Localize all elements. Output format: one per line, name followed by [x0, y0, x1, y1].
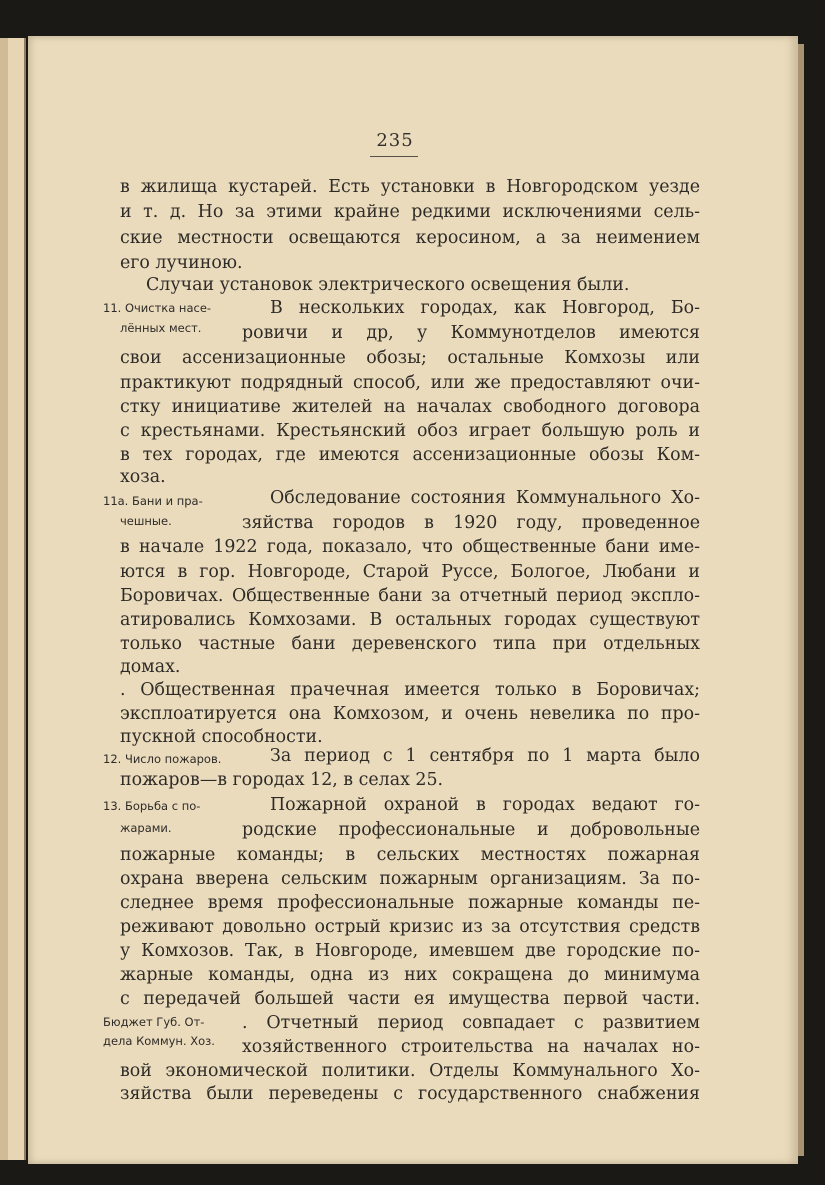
margin-note: 11. Очистка насе-	[103, 301, 212, 315]
page-right-edge	[798, 44, 804, 1156]
text-line: и т. д. Но за этими крайне редкими исключениями сель-	[120, 202, 700, 222]
text-line: следнее время профессиональные пожарные команды пе-	[120, 893, 700, 913]
margin-note: жарами.	[120, 821, 172, 835]
text-line: . Общественная прачечная имеется только в Боровичах;	[120, 680, 700, 700]
text-line: хозяйственного строительства на началах но-	[242, 1037, 700, 1057]
text-line: родские профессиональные и добровольные	[242, 820, 700, 840]
text-line: только частные бани деревенского типа при отдельных	[120, 634, 700, 654]
page-number-rule	[370, 156, 418, 157]
text-line: . Отчетный период совпадает с развитием	[242, 1013, 700, 1033]
text-line: в жилища кустарей. Есть установки в Новгородском уезде	[120, 177, 700, 197]
text-line: вой экономической политики. Отделы Коммунального Хо-	[120, 1061, 700, 1081]
margin-note: 11а. Бани и пра-	[103, 494, 203, 508]
text-line: Обследование состояния Коммунального Хо-	[270, 488, 700, 508]
text-line: свои ассенизационные обозы; остальные Комхозы или	[120, 348, 700, 368]
text-line: реживают довольно острый кризис из за отсутствия средств	[120, 917, 700, 937]
text-line: хоза.	[120, 467, 166, 487]
text-line: его лучиною.	[120, 253, 243, 273]
margin-note: Бюджет Губ. От-	[103, 1015, 205, 1029]
text-line: ские местности освещаются керосином, а за неимением	[120, 228, 700, 248]
text-line: зяйства были переведены с государственного снабжения	[120, 1084, 700, 1104]
text-line: эксплоатируется она Комхозом, и очень невелика по про-	[120, 704, 700, 724]
text-line: охрана вверена сельским пожарным организациям. За по-	[120, 869, 700, 889]
text-line: практикуют подрядный способ, или же предоставляют очи-	[120, 373, 700, 393]
text-line: у Комхозов. Так, в Новгороде, имевшем две городские по-	[120, 941, 700, 961]
text-line: В нескольких городах, как Новгород, Бо-	[270, 298, 700, 318]
text-line: Случаи установок электрического освещения были.	[146, 275, 630, 295]
text-line: в тех городах, где имеются ассенизационные обозы Ком-	[120, 445, 700, 465]
text-line: зяйства городов в 1920 году, проведенное	[242, 513, 700, 533]
text-line: стку инициативе жителей на началах свободного договора	[120, 397, 700, 417]
text-line: домах.	[120, 657, 181, 677]
left-page-margin	[0, 38, 8, 1160]
text-line: ровичи и др, у Коммунотделов имеются	[242, 323, 700, 343]
margin-note: лённых мест.	[120, 321, 202, 335]
page-number: 235	[376, 130, 414, 151]
text-line: ются в гор. Новгороде, Старой Руссе, Бологое, Любани и	[120, 562, 700, 582]
margin-note: 13. Борьба с по-	[103, 799, 201, 813]
margin-note: дела Коммун. Хоз.	[103, 1034, 215, 1048]
margin-note: 12. Число пожаров.	[103, 752, 222, 766]
text-line: пожаров—в городах 12, в селах 25.	[120, 770, 444, 790]
text-line: атировались Комхозами. В остальных городах существуют	[120, 610, 700, 630]
text-line: За период с 1 сентября по 1 марта было	[270, 746, 700, 766]
text-line: Боровичах. Общественные бани за отчетный период экспло-	[120, 586, 700, 606]
text-line: Пожарной охраной в городах ведают го-	[270, 795, 700, 815]
text-line: с крестьянами. Крестьянский обоз играет большую роль и	[120, 421, 700, 441]
text-line: пускной способности.	[120, 727, 323, 747]
text-line: пожарные команды; в сельских местностях пожарная	[120, 845, 700, 865]
text-line: с передачей большей части ея имущества первой части.	[120, 989, 700, 1009]
margin-note: чешные.	[120, 514, 172, 528]
text-line: жарные команды, одна из них сокращена до минимума	[120, 965, 700, 985]
text-line: в начале 1922 года, показало, что общественные бани име-	[120, 537, 700, 557]
